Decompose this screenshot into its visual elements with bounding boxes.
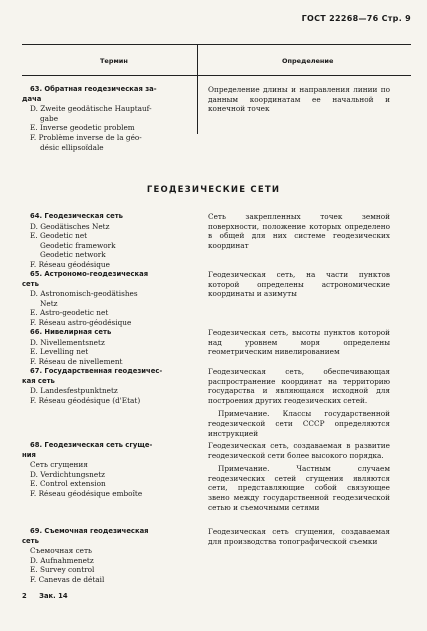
definition-64: Сеть закрепленных точек земной поверхности, положение которых определено в общей для них системе геодезических координат xyxy=(208,212,390,250)
term-68-fr: F. Réseau géodésique emboîte xyxy=(30,488,143,498)
term-69-de: D. Aufnahmenetz xyxy=(30,555,94,565)
term-67 xyxy=(22,367,163,405)
page-footer xyxy=(22,592,68,600)
term-64-de: D. Geodätisches Netz xyxy=(30,221,110,231)
term-68-synonym: Сеть сгущения xyxy=(30,460,88,470)
term-69-line-1: 69. Съемочная геодезическая xyxy=(30,527,149,535)
definition-68-text: Геодезическая сеть, создаваемая в развитие геодезической сети более высокого порядка. xyxy=(208,441,390,460)
definition-65: Геодезическая сеть, на части пунктов которой определены астрономические координаты и азимуты xyxy=(208,270,390,299)
section-title: ГЕОДЕЗИЧЕСКИЕ СЕТИ xyxy=(146,185,281,195)
term-68-line-2: ния xyxy=(22,450,36,459)
term-68 xyxy=(22,441,153,499)
definition-68-note: Примечание. Частным случаем геодезических сетей сгущения являются сети, представляющие собой связующее звено между государственной геодезической сетью и съемочными сетями xyxy=(208,464,390,512)
term-63-line-2: дача xyxy=(22,94,42,103)
term-63-en: E. Inverse geodetic problem xyxy=(30,123,135,133)
column-header-term: Термин xyxy=(100,57,128,65)
term-63-de-cont: gabe xyxy=(40,113,59,123)
column-divider xyxy=(197,44,198,134)
term-65-line-1: 65. Астрономо-геодезическая xyxy=(30,270,149,278)
definition-66: Геодезическая сеть, высоты пунктов которой над уровнем моря определены геометрическим нивелированием xyxy=(208,328,390,357)
term-67-de: D. Landesfestpunktnetz xyxy=(30,386,118,396)
column-header-definition: Определение xyxy=(282,57,334,65)
term-69 xyxy=(22,527,149,585)
term-63 xyxy=(22,85,157,152)
term-65-line-2: сеть xyxy=(22,279,39,288)
term-65-fr: F. Réseau astro-géodésique xyxy=(30,317,132,327)
term-66 xyxy=(30,328,122,366)
term-64-en-2: Geodetic framework xyxy=(40,240,116,250)
term-68-de: D. Verdichtungsnetz xyxy=(30,469,105,479)
term-68-line-1: 68. Геодезическая сеть сгуще- xyxy=(30,441,153,449)
term-69-en: E. Survey control xyxy=(30,565,95,575)
term-64-en-3: Geodetic network xyxy=(40,250,106,260)
term-65-en: E. Astro-geodetic net xyxy=(30,308,109,318)
term-64-fr: F. Réseau géodésique xyxy=(30,259,110,269)
term-69-line-2: сеть xyxy=(22,536,39,545)
page-number: 2 xyxy=(22,592,27,600)
term-66-fr: F. Réseau de nivellement xyxy=(30,356,123,366)
definition-68 xyxy=(208,441,390,512)
term-63-de: D. Zweite geodätische Hauptauf- xyxy=(30,104,152,114)
order-number: Зак. 14 xyxy=(39,592,68,600)
term-66-de: D. Nivellementsnetz xyxy=(30,337,105,347)
term-64-en: E. Geodetic net xyxy=(30,231,88,241)
term-65-de-cont: Netz xyxy=(40,298,58,308)
term-64-line-1: 64. Геодезическая сеть xyxy=(30,212,123,220)
term-67-fr: F. Réseau géodésique (d'Etat) xyxy=(30,395,141,405)
term-65 xyxy=(22,270,149,328)
definition-69: Геодезическая сеть сгущения, создаваемая для производства топографической съемки xyxy=(208,527,390,546)
definition-63: Определение длины и направления линии по данным координатам ее начальной и конечной точек xyxy=(208,85,390,114)
term-63-line-1: 63. Обратная геодезическая за- xyxy=(30,85,157,93)
table-header-rule xyxy=(22,75,411,76)
term-65-de: D. Astronomisch-geodätishes xyxy=(30,289,138,299)
term-67-line-1: 67. Государственная геодезичес- xyxy=(30,367,163,375)
term-68-en: E. Control extension xyxy=(30,479,106,489)
term-64 xyxy=(30,212,123,270)
table-top-rule xyxy=(22,44,411,45)
term-63-fr: F. Problème inverse de la géo- xyxy=(30,132,142,142)
term-66-line-1: 66. Нивелирная сеть xyxy=(30,328,112,336)
term-69-synonym: Съемочная сеть xyxy=(30,546,92,556)
term-63-fr-cont: désic ellipsoïdale xyxy=(40,142,104,152)
definition-67-text: Геодезическая сеть, обеспечивающая распространение координат на территорию государства и являющаяся исходной для построения других геодезических сетей. xyxy=(208,367,390,405)
page-header: ГОСТ 22268—76 Стр. 9 xyxy=(301,14,411,23)
term-69-fr: F. Canevas de détail xyxy=(30,574,105,584)
definition-67 xyxy=(208,367,390,438)
term-67-line-2: кая сеть xyxy=(22,376,55,385)
definition-67-note: Примечание. Классы государственной геодезической сети СССР определяются инструкцией xyxy=(208,409,390,438)
term-66-en: E. Levelling net xyxy=(30,347,89,357)
